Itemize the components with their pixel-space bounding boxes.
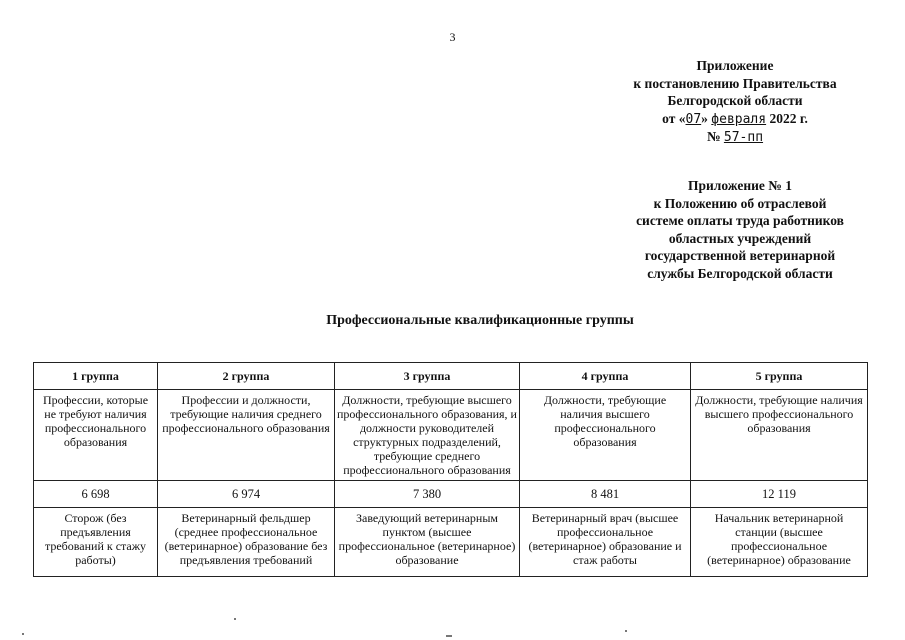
document-title: Профессиональные квалификационные группы [326, 313, 634, 328]
appendix-line-1: Приложение № 1 [688, 178, 792, 193]
salary-row [34, 481, 868, 508]
scan-speck [625, 630, 627, 632]
positions-row [34, 508, 868, 577]
appendix-line-5: государственной ветеринарной [644, 248, 836, 263]
description-cell-group-5: Должности, требующие наличия высшего профессионального образования [691, 390, 868, 481]
salary-cell-group-2: 6 974 [158, 481, 335, 508]
salary-cell-group-3: 7 380 [335, 481, 520, 508]
approval-block [600, 57, 870, 147]
scan-speck [446, 635, 452, 637]
date-day: 07 [685, 111, 702, 127]
header-cell-group-2: 2 группа [158, 363, 335, 390]
position-cell-group-4: Ветеринарный врач (высшее профессиональное (ветеринарное) образование и стаж работы [520, 508, 691, 577]
page-number: 3 [449, 30, 456, 44]
header-cell-group-4: 4 группа [520, 363, 691, 390]
date-month: февраля [711, 111, 767, 127]
position-cell-group-3: Заведующий ветеринарным пунктом (высшее профессиональное (ветеринарное) образование [335, 508, 520, 577]
position-cell-group-5: Начальник ветеринарной станции (высшее профессиональное (ветеринарное) образование [691, 508, 868, 577]
description-row [34, 390, 868, 481]
position-cell-group-2: Ветеринарный фельдшер (среднее профессиональное (ветеринарное) образование без предъявления требований [158, 508, 335, 577]
scan-speck [234, 618, 236, 620]
scan-speck [22, 633, 24, 635]
approval-line-2: к постановлению Правительства [633, 75, 837, 91]
position-cell-group-1: Сторож (без предъявления требований к стажу работы) [34, 508, 158, 577]
appendix-line-6: службы Белгородской области [647, 265, 833, 281]
appendix-block [605, 177, 875, 282]
approval-number-line [600, 128, 870, 147]
description-cell-group-2: Профессии и должности, требующие наличия среднего профессионального образования [158, 390, 335, 481]
description-cell-group-4: Должности, требующие наличия высшего профессионального образования [520, 390, 691, 481]
salary-cell-group-5: 12 119 [691, 481, 868, 508]
salary-cell-group-1: 6 698 [34, 481, 158, 508]
number-prefix: № [706, 129, 721, 144]
header-cell-group-1: 1 группа [34, 363, 158, 390]
description-cell-group-1: Профессии, которые не требуют наличия профессионального образования [34, 390, 158, 481]
description-cell-group-3: Должности, требующие высшего профессионального образования, и должности руководителей структурных подразделений, требующие среднего профессионального образования [335, 390, 520, 481]
table-header-row [34, 363, 868, 390]
salary-cell-group-4: 8 481 [520, 481, 691, 508]
approval-title: Приложение [696, 58, 774, 73]
approval-date-line [600, 110, 870, 129]
header-cell-group-5: 5 группа [691, 363, 868, 390]
appendix-line-2: к Положению об отраслевой [653, 195, 827, 211]
number-value: 57-пп [723, 130, 764, 145]
qualification-groups-table [33, 362, 868, 577]
appendix-line-3: системе оплаты труда работников [636, 213, 844, 228]
date-prefix: от « [662, 110, 686, 126]
date-year: 2022 г. [769, 110, 808, 126]
appendix-line-4: областных учреждений [668, 230, 812, 246]
approval-line-3: Белгородской области [667, 93, 803, 108]
date-separator: » [701, 110, 708, 126]
header-cell-group-3: 3 группа [335, 363, 520, 390]
